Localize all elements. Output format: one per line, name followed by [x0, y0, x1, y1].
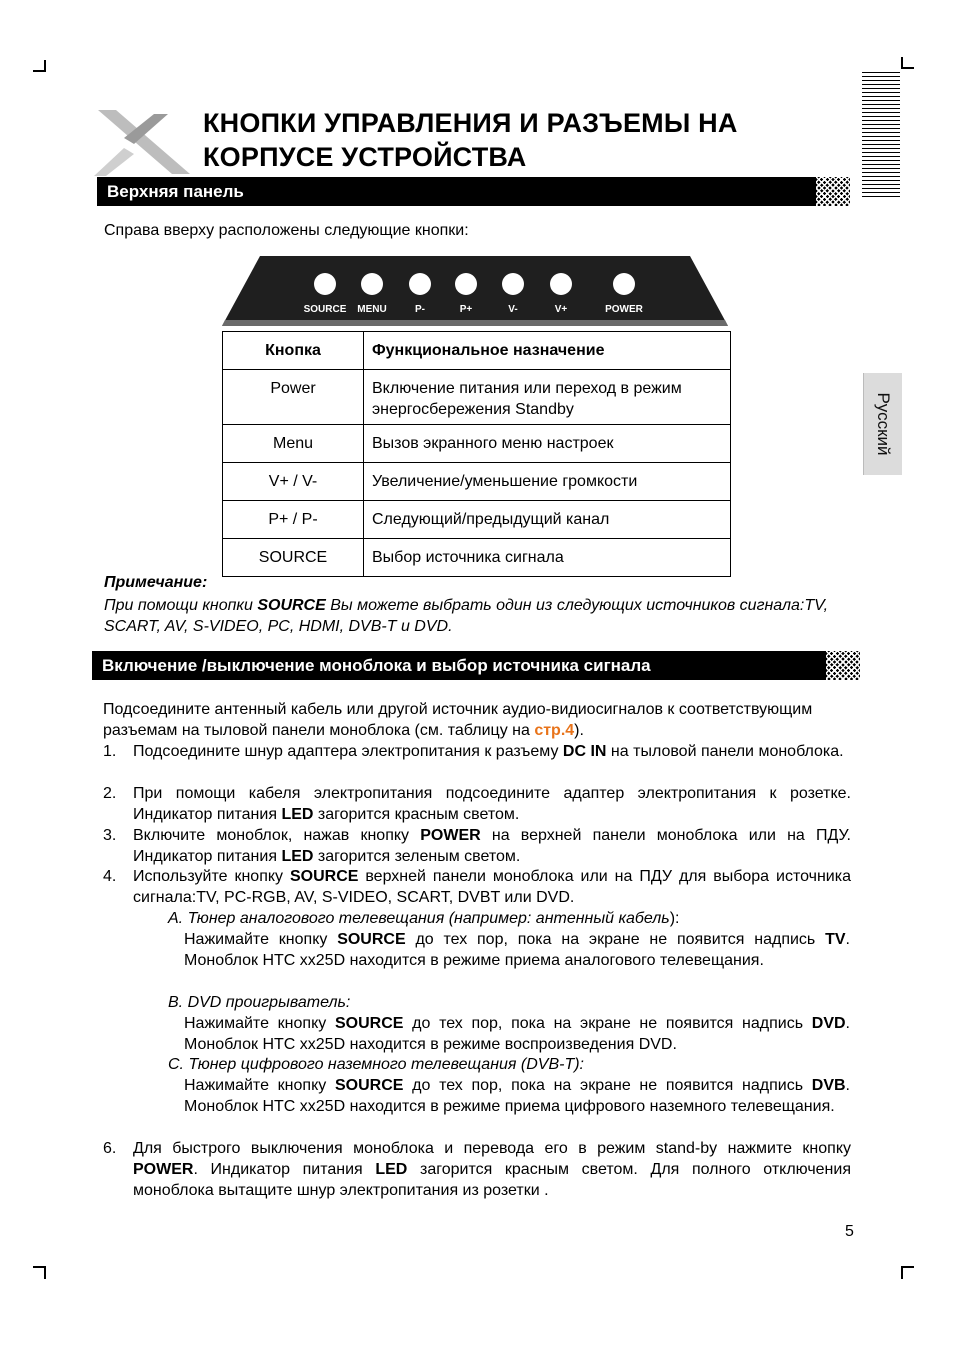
sub-body-dvbt: Нажимайте кнопку SOURCE до тех пор, пока на экране не появится надпись DVB. Моноблок HTC xx25D находится в режиме приема цифрового наземного телевещания. — [184, 1077, 850, 1115]
crop-mark-bottom-right — [901, 1266, 903, 1279]
crop-mark-bottom-left — [44, 1266, 46, 1279]
list-item: 1. Подсоедините шнур адаптера электропитания к разъему DC IN на тыловой панели моноблока. — [103, 743, 844, 760]
table-cell: Выбор источника сигнала — [364, 539, 731, 577]
table-cell: Вызов экранного меню настроек — [364, 425, 731, 463]
panel-label-v-minus: V- — [508, 304, 518, 315]
page-number: 5 — [845, 1223, 854, 1240]
table-row — [223, 425, 731, 463]
panel-label-v-plus: V+ — [554, 304, 568, 315]
list-item: 3. Включите моноблок, нажав кнопку POWER на верхней панели моноблока или на ПДУ. Индикатор питания LED загорится зеленым светом. — [103, 827, 852, 865]
section-heading-power-source: Включение /выключение моноблока и выбор источника сигнала — [92, 651, 860, 680]
panel-label-menu: MENU — [357, 304, 387, 315]
note-label: Примечание: — [104, 574, 208, 591]
sub-heading-dvd: B. DVD проигрыватель: — [168, 994, 351, 1011]
note-body: При помощи кнопки SOURCE Вы можете выбрать один из следующих источников сигнала:TV, SCART, AV, S-VIDEO, PC, HDMI, DVB-T и DVD. — [104, 597, 829, 635]
sub-heading-analog: A. Тюнер аналогового телевещания (например: антенный кабель): — [168, 910, 680, 927]
sub-body-analog: Нажимайте кнопку SOURCE до тех пор, пока на экране не появится надпись TV. Моноблок HTC xx25D находится в режиме приема аналогового телевещания. — [184, 931, 850, 969]
panel-label-power: POWER — [605, 304, 643, 315]
page-link[interactable]: стр.4 — [534, 722, 575, 739]
table-header: Функциональное назначение — [364, 332, 731, 370]
panel-label-p-minus: P- — [415, 304, 425, 315]
list-item: 2. При помощи кабеля электропитания подсоедините адаптер электропитания к розетке. Индикатор питания LED загорится красным светом. — [103, 785, 851, 823]
section-heading-top-panel: Верхняя панель — [97, 177, 850, 206]
list-item: 4. Используйте кнопку SOURCE верхней панели моноблока или на ПДУ для выбора источника сигнала:TV, PC-RGB, AV, S-VIDEO, SCART, DVBT или DVD. — [103, 868, 851, 906]
table-cell: Power — [223, 370, 364, 425]
table-cell: P+ / P- — [223, 501, 364, 539]
power-intro: Подсоедините антенный кабель или другой источник аудио-видиосигналов к соответствующим разъемам на тыловой панели моноблока (см. таблицу на стр.4). — [103, 701, 813, 739]
language-tab: Русский — [863, 373, 902, 475]
button-function-table — [222, 331, 731, 577]
table-row — [223, 501, 731, 539]
table-cell: Увеличение/уменьшение громкости — [364, 463, 731, 501]
page-title: КНОПКИ УПРАВЛЕНИЯ И РАЗЪЕМЫ НА КОРПУСЕ УСТРОЙСТВА — [203, 108, 738, 172]
table-header-row — [223, 332, 731, 370]
table-cell: Включение питания или переход в режим энергосбережения Standby — [364, 370, 731, 425]
list-item: 6. Для быстрого выключения моноблока и перевода его в режим stand-by нажмите кнопку POWER. Индикатор питания LED загорится красным светом. Для полного отключения моноблока вытащите шнур электропитания из розетки . — [103, 1140, 851, 1199]
top-panel-illustration — [222, 250, 730, 328]
table-cell: Menu — [223, 425, 364, 463]
sub-heading-dvbt: C. Тюнер цифрового наземного телевещания (DVB-T): — [168, 1056, 584, 1073]
table-cell: V+ / V- — [223, 463, 364, 501]
hatch-pattern — [826, 651, 860, 680]
panel-label-p-plus: P+ — [459, 304, 473, 315]
table-header: Кнопка — [223, 332, 364, 370]
table-row — [223, 463, 731, 501]
x-logo-icon — [94, 108, 194, 178]
crop-mark-top-left — [33, 70, 46, 72]
table-cell: Следующий/предыдущий канал — [364, 501, 731, 539]
hatch-pattern — [816, 177, 850, 206]
sub-body-dvd: Нажимайте кнопку SOURCE до тех пор, пока на экране не появится надпись DVD. Моноблок HTC xx25D находится в режиме воспроизведения DVD. — [184, 1015, 850, 1053]
table-row — [223, 539, 731, 577]
table-row — [223, 370, 731, 425]
table-cell: SOURCE — [223, 539, 364, 577]
crop-mark-top-right — [901, 67, 914, 69]
decorative-stripes — [862, 72, 900, 200]
panel-label-source: SOURCE — [303, 304, 347, 315]
top-panel-intro: Справа вверху расположены следующие кнопки: — [104, 222, 469, 239]
